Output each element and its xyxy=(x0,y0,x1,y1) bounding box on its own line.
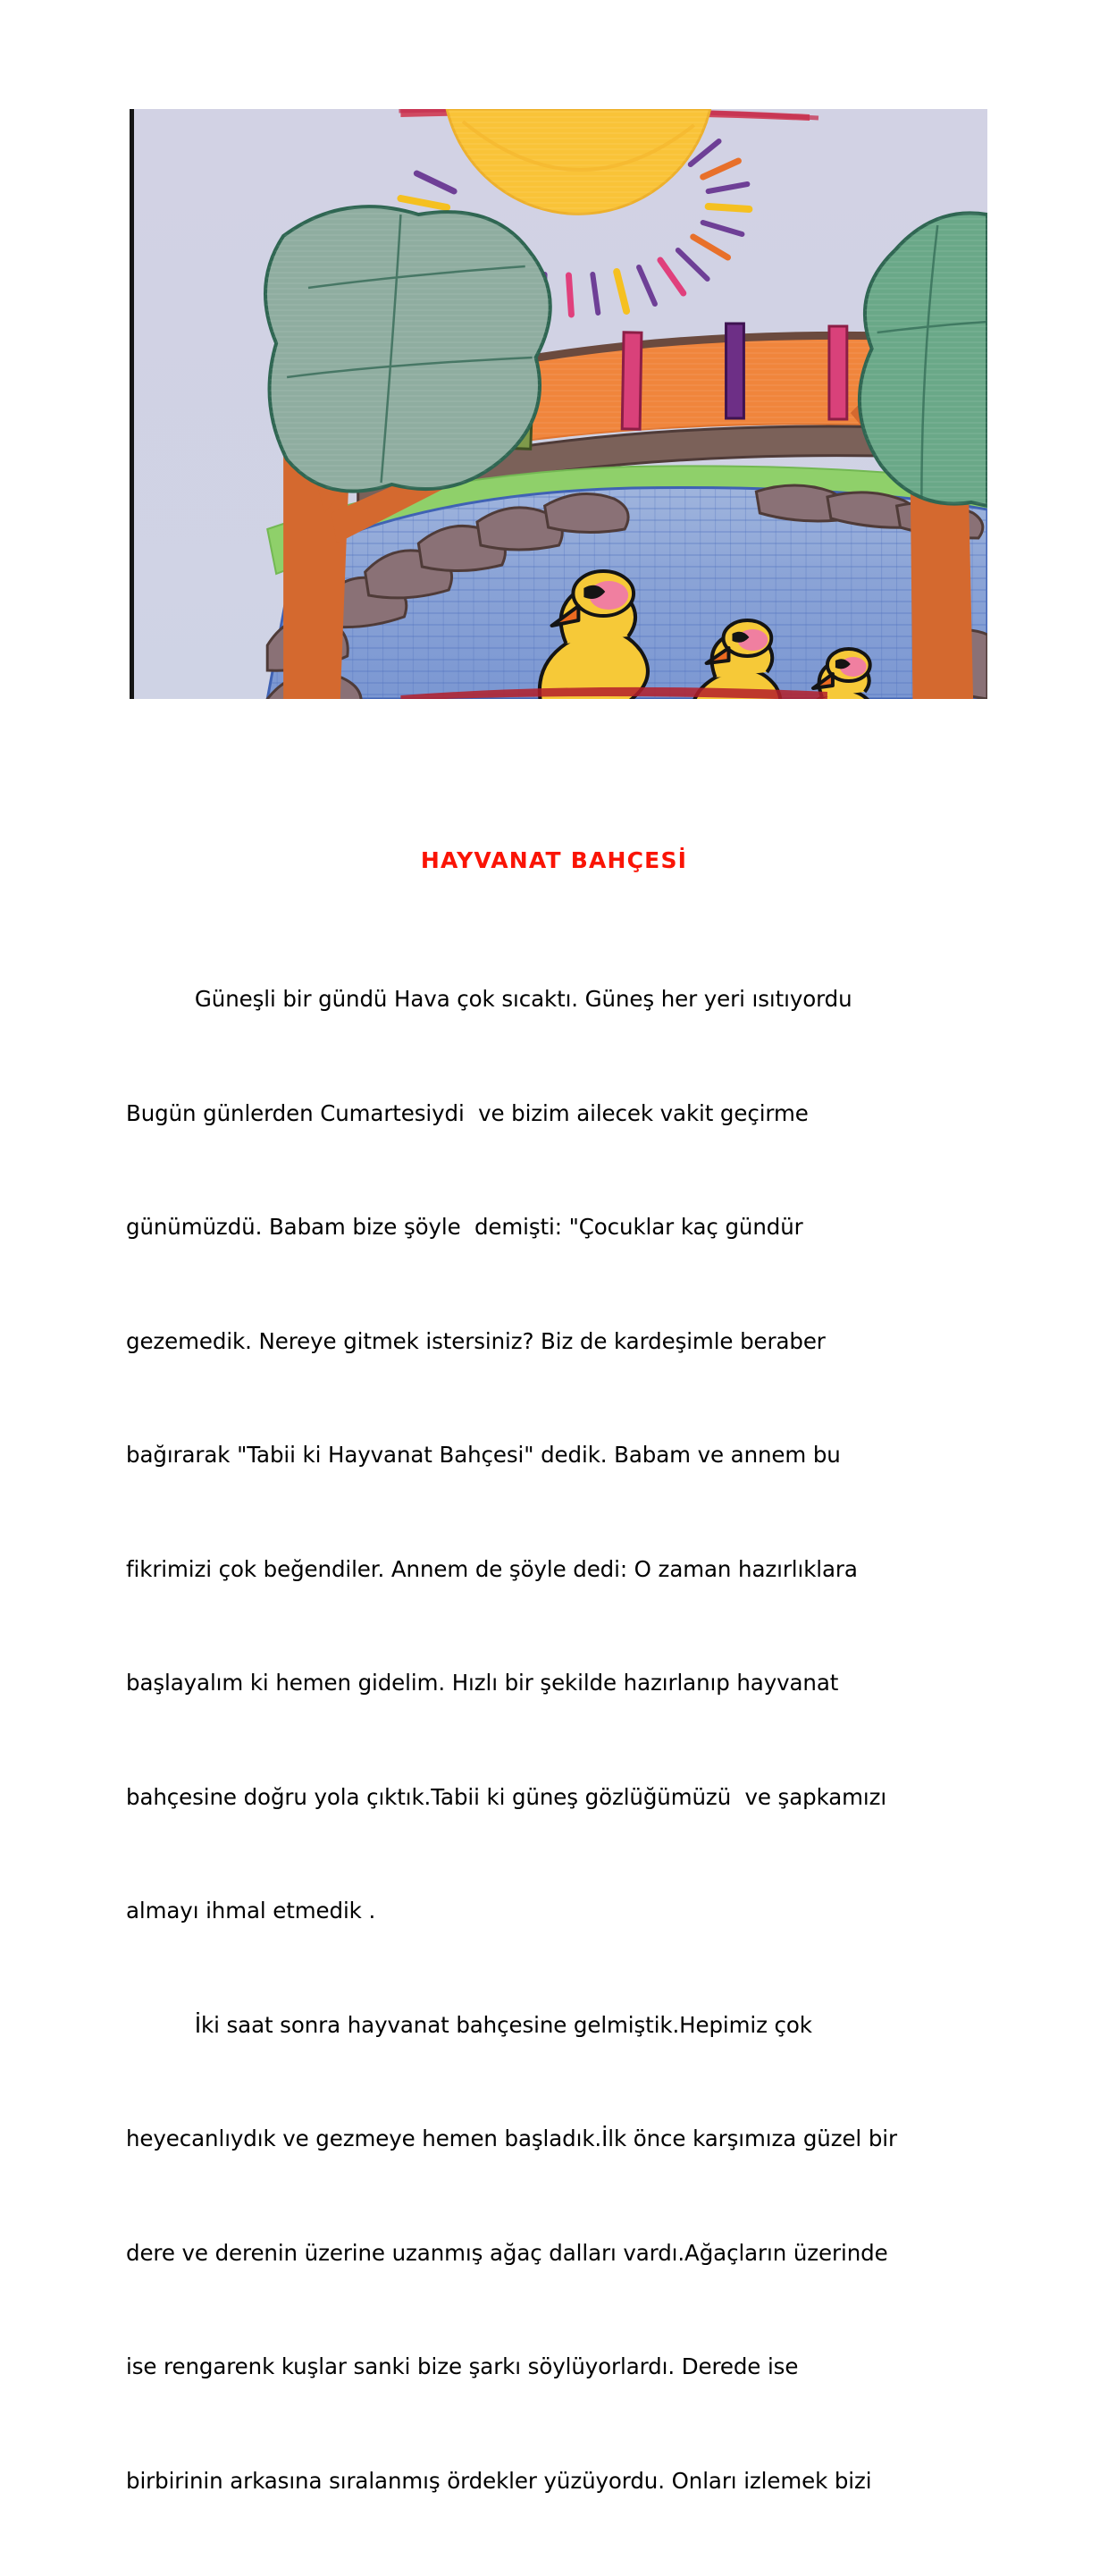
page-title: HAYVANAT BAHÇESİ xyxy=(420,847,688,873)
text-line: dere ve derenin üzerine uzanmış ağaç dalları vardı.Ağaçların üzerinde xyxy=(126,2239,888,2266)
text-line: fikrimizi çok beğendiler. Annem de şöyle dedi: O zaman hazırlıklara xyxy=(126,1555,858,1582)
text-line: almayı ihmal etmedik . xyxy=(126,1898,376,1924)
text-line: birbirinin arkasına sıralanmış ördekler yüzüyordu. Onları izlemek bizi xyxy=(126,2467,872,2494)
text-line: Bugün günlerden Cumartesiydi ve bizim ailecek vakit geçirme xyxy=(126,1099,809,1126)
text-line: gezemedik. Nereye gitmek istersiniz? Biz de kardeşimle beraber xyxy=(126,1327,826,1354)
text-line: ise rengarenk kuşlar sanki bize şarkı söylüyorlardı. Derede ise xyxy=(126,2353,799,2379)
text-line: bağırarak "Tabii ki Hayvanat Bahçesi" dedik. Babam ve annem bu xyxy=(126,1442,841,1468)
illustration-container xyxy=(130,109,987,699)
crayon-drawing-image xyxy=(130,109,987,699)
drawing-svg xyxy=(134,109,987,699)
text-line: bahçesine doğru yola çıktık.Tabii ki güneş gözlüğümüzü ve şapkamızı xyxy=(126,1783,887,1810)
text-line: başlayalım ki hemen gidelim. Hızlı bir şekilde hazırlanıp hayvanat xyxy=(126,1670,839,1696)
text-line: günümüzdü. Babam bize şöyle demişti: "Çocuklar kaç gündür xyxy=(126,1214,803,1240)
text-line: İki saat sonra hayvanat bahçesine gelmiştik.Hepimiz çok xyxy=(126,2011,812,2038)
text-line: heyecanlıydık ve gezmeye hemen başladık.İlk önce karşımıza güzel bir xyxy=(126,2126,897,2151)
story-body xyxy=(126,905,989,2576)
text-line: Güneşli bir gündü Hava çok sıcaktı. Güneş her yeri ısıtıyordu xyxy=(126,986,852,1012)
